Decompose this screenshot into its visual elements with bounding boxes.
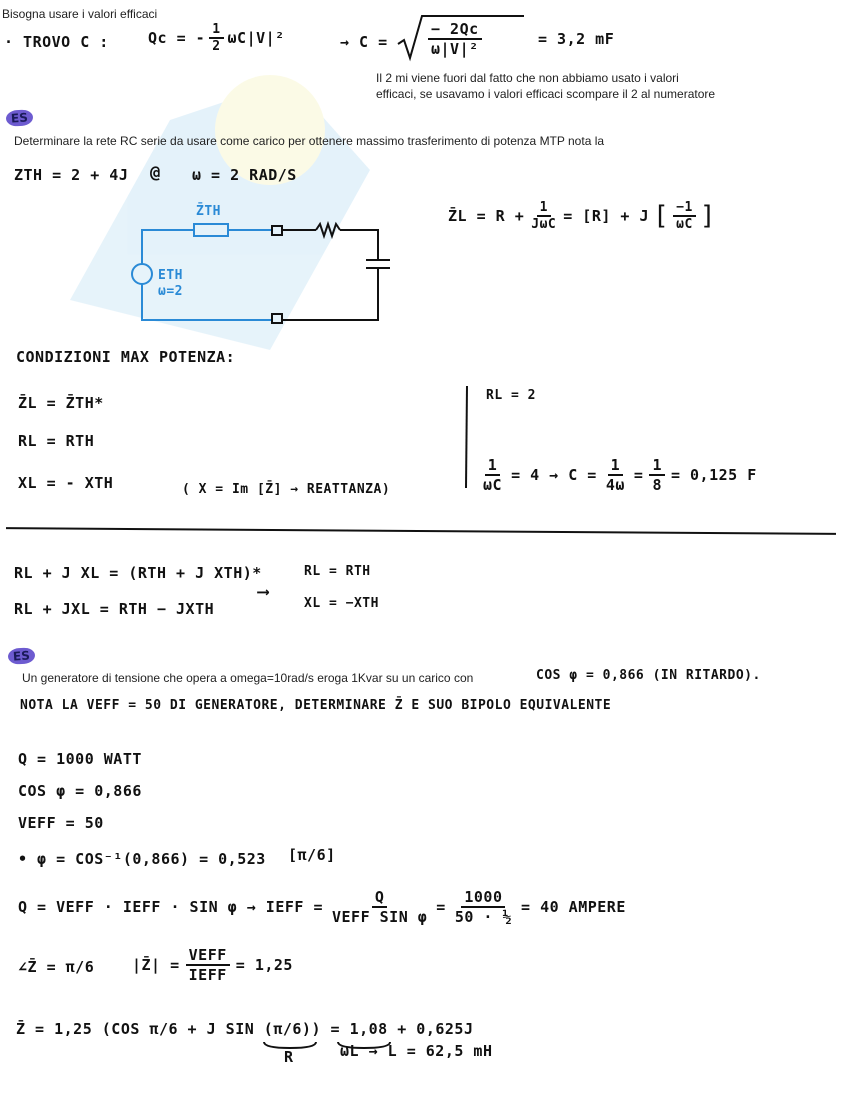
cond-xl: XL = - XTH (18, 474, 114, 492)
under-wl: ωL → L = 62,5 mH (340, 1042, 493, 1060)
q-value: Q = 1000 WATT (18, 750, 142, 768)
cond-zl: Z̄L = Z̄TH* (18, 394, 104, 412)
sqrt-num: − 2Qc (428, 20, 482, 40)
modz-num: VEFF (186, 946, 230, 966)
sqrt-den: ω|V|² (431, 40, 479, 58)
c-eq2-num: 1 (608, 456, 624, 476)
zl-formula (448, 200, 716, 232)
zl-frac-num: 1 (537, 200, 551, 217)
arrow-c-text: → C = (340, 33, 388, 51)
deriv-line2: RL + JXL = RTH − JXTH (14, 600, 215, 618)
zl-br-den: ωC (676, 217, 693, 232)
c-eq-den: ωC (483, 476, 503, 494)
c-eq-end: = 0,125 F (670, 466, 757, 484)
qc-formula (148, 22, 285, 54)
mod-z-a: |Z̄| = (132, 956, 180, 974)
ieff2-num: 1000 (461, 888, 505, 908)
zl-br-frac (673, 200, 696, 232)
sqrt-frac (428, 20, 482, 58)
cond-note: ( X = Im [Z̄] → REATTANZA) (182, 482, 391, 497)
ieff-frac (329, 888, 430, 926)
rl-value: RL = 2 (486, 388, 536, 403)
deriv-line1: RL + J XL = (RTH + J XTH)* (14, 564, 262, 582)
modz-frac (186, 946, 230, 984)
ieff-num: Q (372, 888, 388, 908)
max-power-title: CONDIZIONI MAX POTENZA: (16, 348, 236, 366)
bracket-open: [ (653, 201, 670, 231)
ieff-res: = 40 AMPERE (521, 898, 626, 916)
phi-value: • φ = COS⁻¹(0,866) = 0,523 (18, 850, 266, 868)
c-eq3-den: 8 (652, 476, 662, 494)
c-eq2-frac (603, 456, 628, 494)
ieff2-frac (452, 888, 515, 926)
ieff-den: VEFF SIN φ (331, 908, 428, 926)
ieff2-den: 50 · ½ (454, 908, 513, 926)
omega-value: ω = 2 RAD/S (192, 166, 297, 184)
voltage-source-icon (132, 264, 152, 284)
capacitor-icon (366, 260, 390, 268)
deriv-res2: XL = −XTH (304, 596, 379, 611)
section-divider (6, 527, 836, 535)
cond-rl: RL = RTH (18, 432, 95, 450)
c-eq-num: 1 (485, 456, 501, 476)
cos-value: COS φ = 0,866 (18, 782, 142, 800)
note-text: Il 2 mi viene fuori dal fatto che non abbiamo usato i valori efficaci, se usavamo i valori efficaci scompare il 2 al numeratore (376, 71, 716, 101)
angle-z: ∠Z̄ = π/6 (18, 958, 95, 976)
intro-text: Bisogna usare i valori efficaci (2, 7, 158, 21)
phi-bracket: [π/6] (288, 846, 336, 864)
ieff-calculation (18, 888, 626, 926)
thevenin-network (132, 224, 272, 320)
ieff-mid: = (436, 898, 446, 916)
at-sign: @ (150, 163, 161, 183)
circuit-eth-label: ETH (158, 268, 183, 283)
q-eq-text: Q = VEFF · IEFF · SIN φ → IEFF = (18, 898, 323, 916)
qc-eq-text: Qc = - (148, 29, 206, 47)
qc-rest-text: ωC|V|² (227, 29, 285, 47)
deriv-arrow-icon: ⟶ (258, 582, 269, 602)
half-num: 1 (209, 22, 223, 39)
es-badge-2: ES (7, 647, 35, 665)
resistor-icon (316, 224, 340, 236)
load-network (272, 224, 390, 323)
circuit-zth-label: Z̄TH (196, 204, 221, 219)
c-eq3-num: 1 (649, 456, 665, 476)
es-badge-1: ES (5, 109, 33, 127)
bracket-close: ] (699, 201, 716, 231)
vertical-divider (462, 382, 472, 492)
c-eq-mid: = 4 → C = (511, 466, 597, 484)
zl-b: = [R] + J (563, 207, 650, 225)
zl-br-num: −1 (673, 200, 696, 217)
deriv-res1: RL = RTH (304, 564, 371, 579)
final-z: Z̄ = 1,25 (COS π/6 + J SIN (π/6)) = 1,08 + 0,625J (16, 1020, 474, 1038)
under-r: R (284, 1048, 294, 1066)
zl-frac (528, 200, 559, 232)
trovo-c-label: · TROVO C : (4, 33, 109, 51)
c-eq3-frac (649, 456, 665, 494)
c-calculation (480, 456, 757, 494)
ex1-statement: Determinare la rete RC serie da usare come carico per ottenere massimo trasferimento di potenza MTP nota la (14, 134, 605, 148)
c-result: = 3,2 mF (538, 30, 615, 48)
half-fraction (209, 22, 223, 54)
mod-z-res: = 1,25 (235, 956, 293, 974)
ex2-statement: Un generatore di tensione che opera a omega=10rad/s eroga 1Kvar su un carico con (22, 671, 474, 685)
c-eq-equals: = (633, 466, 644, 484)
zth-value: ZTH = 2 + 4J (14, 166, 129, 184)
veff-value: VEFF = 50 (18, 814, 104, 832)
zth-impedance-icon (194, 224, 228, 236)
half-den: 2 (212, 39, 221, 54)
sqrt-fraction (428, 20, 482, 58)
zl-frac-den: JωC (531, 217, 557, 232)
ex2-cosphi: COS φ = 0,866 (IN RITARDO). (536, 668, 761, 683)
circuit-omega-label: ω=2 (158, 284, 183, 299)
modz-den: IEFF (188, 966, 227, 984)
c-eq2-den: 4ω (605, 476, 625, 494)
rc-circuit-diagram (120, 196, 400, 336)
mod-z-calculation (132, 946, 293, 984)
zl-a: Z̄L = R + (448, 207, 525, 225)
ex2-task: NOTA LA VEFF = 50 DI GENERATORE, DETERMINARE Z̄ E SUO BIPOLO EQUIVALENTE (20, 698, 612, 713)
c-eq-frac (480, 456, 505, 494)
